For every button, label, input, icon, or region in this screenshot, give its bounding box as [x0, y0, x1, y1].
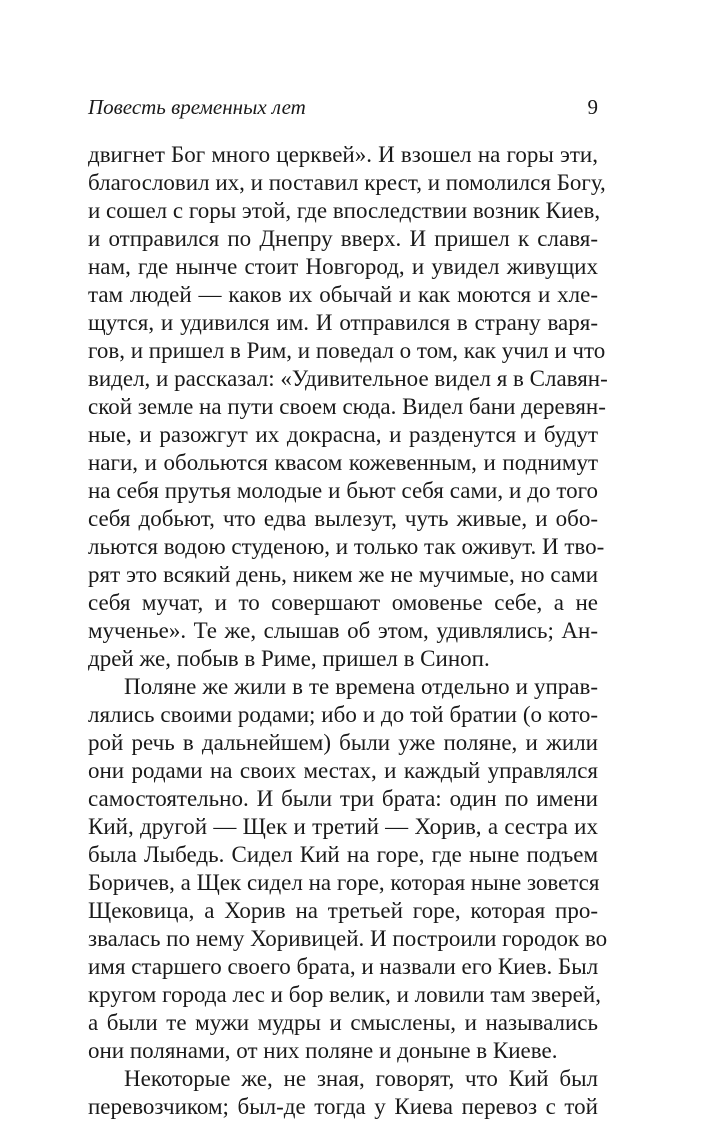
- text-line: самостоятельно. И были три брата: один по имени: [88, 786, 598, 811]
- text-line: они родами на своих местах, и каждый управлялся: [88, 758, 598, 783]
- paragraph: [88, 141, 608, 673]
- text-line: была Лыбедь. Сидел Кий на горе, где ныне подъем: [88, 842, 598, 867]
- text-line: лялись своими родами; ибо и до той братии (о кото-: [88, 702, 598, 727]
- text-line: а были те мужи мудры и смыслены, и назывались: [88, 1010, 598, 1035]
- paragraph: [88, 673, 608, 1065]
- text-line: Кий, другой — Щек и третий — Хорив, а сестра их: [88, 814, 598, 839]
- paragraph: [88, 1065, 598, 1121]
- text-line: ской земле на пути своем сюда. Видел бани деревян-: [88, 394, 606, 419]
- text-line: двигнет Бог много церквей». И взошел на горы эти,: [88, 142, 598, 167]
- text-line: Боричев, а Щек сидел на горе, которая ныне зовется: [88, 870, 600, 895]
- text-line: кругом города лес и бор велик, и ловили там зверей,: [88, 982, 601, 1007]
- text-line: себя мучат, и то совершают омовенье себе, а не: [88, 590, 598, 615]
- text-line: нам, где нынче стоит Новгород, и увидел живущих: [88, 254, 598, 279]
- text-line: благословил их, и поставил крест, и помолился Богу,: [88, 170, 606, 195]
- running-head: [88, 94, 598, 120]
- text-line: там людей — каков их обычай и как моются и хле-: [88, 282, 598, 307]
- text-line: перевозчиком; был-де тогда у Киева перевоз с той: [88, 1094, 598, 1119]
- text-line: мученье». Те же, слышав об этом, удивлялись; Ан-: [88, 618, 598, 643]
- text-line: Щековица, а Хорив на третьей горе, которая про-: [88, 898, 598, 923]
- text-line: щутся, и удивился им. И отправился в страну варя-: [88, 310, 598, 335]
- body-text: [88, 141, 608, 1121]
- text-line: рят это всякий день, никем же не мучимые, но сами: [88, 562, 598, 587]
- text-line: они полянами, от них поляне и доныне в Киеве.: [88, 1038, 558, 1063]
- running-title: Повесть временных лет: [88, 95, 306, 119]
- text-line: ные, и разожгут их докрасна, и разденутся и будут: [88, 422, 598, 447]
- text-line: звалась по нему Хоривицей. И построили городок во: [88, 926, 608, 951]
- page-number: 9: [587, 95, 598, 119]
- text-line: и отправился по Днепру вверх. И пришел к славя-: [88, 226, 598, 251]
- text-line: рой речь в дальнейшем) были уже поляне, и жили: [88, 730, 598, 755]
- text-line: наги, и обольются квасом кожевенным, и поднимут: [88, 450, 598, 475]
- text-line: гов, и пришел в Рим, и поведал о том, как учил и что: [88, 338, 606, 363]
- text-line: дрей же, побыв в Риме, пришел в Синоп.: [88, 646, 490, 671]
- text-line: имя старшего своего брата, и назвали его Киев. Был: [88, 954, 599, 979]
- text-line: Поляне же жили в те времена отдельно и управ-: [124, 674, 598, 699]
- text-line: Некоторые же, не зная, говорят, что Кий был: [124, 1066, 598, 1091]
- text-line: льются водою студеною, и только так оживут. И тво-: [88, 534, 605, 559]
- text-line: и сошел с горы этой, где впоследствии возник Киев,: [88, 198, 601, 223]
- text-line: видел, и рассказал: «Удивительное видел я в Славян-: [88, 366, 608, 391]
- text-line: себя добьют, что едва вылезут, чуть живые, и обо-: [88, 506, 598, 531]
- text-line: на себя прутья молодые и бьют себя сами, и до того: [88, 478, 598, 503]
